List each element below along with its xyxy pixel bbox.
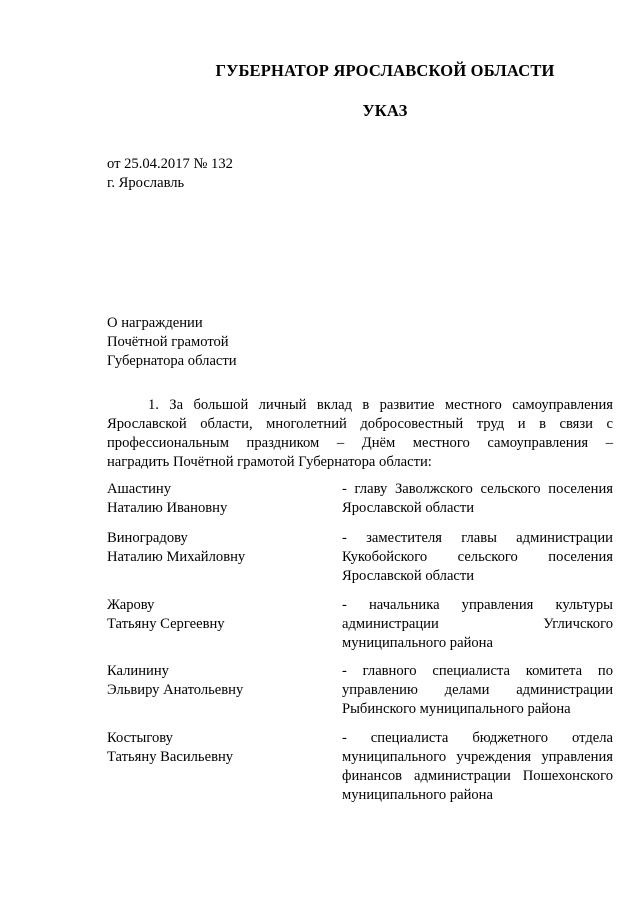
position-line: Ярославской области: [342, 568, 475, 584]
clause-line: Ярославской области, многолетний добросовестный труд и в связи с: [107, 416, 613, 432]
awardee-name: [107, 596, 327, 634]
position-line: администрации Угличского: [342, 616, 613, 632]
awardee-position: [342, 480, 613, 518]
decree-date-number: от 25.04.2017 № 132: [107, 156, 233, 172]
position-line: - главного специалиста комитета по: [342, 663, 613, 679]
awardee-surname: Ашастину: [107, 481, 172, 497]
position-line: - заместителя главы администрации: [342, 530, 613, 546]
awardee-surname: Виноградову: [107, 530, 188, 546]
subject-line: О награждении: [107, 315, 203, 331]
awardee-position: [342, 596, 613, 653]
decree-place: г. Ярославль: [107, 175, 185, 191]
position-line: управлению делами администрации: [342, 682, 613, 698]
awardee-given-names: Наталию Ивановну: [107, 500, 228, 516]
awardee-given-names: Эльвиру Анатольевну: [107, 682, 244, 698]
awardee-position: [342, 529, 613, 586]
awardee-surname: Калинину: [107, 663, 169, 679]
awardee-name: [107, 729, 327, 767]
authority-title: ГУБЕРНАТОР ЯРОСЛАВСКОЙ ОБЛАСТИ: [215, 61, 555, 80]
awardee-given-names: Наталию Михайловну: [107, 549, 246, 565]
awardee-name: [107, 662, 327, 700]
position-line: Кукобойского сельского поселения: [342, 549, 613, 565]
awardee-given-names: Татьяну Сергеевну: [107, 616, 225, 632]
clause-line: наградить Почётной грамотой Губернатора области:: [107, 454, 432, 470]
subject-line: Почётной грамотой: [107, 334, 229, 350]
position-line: - начальника управления культуры: [342, 597, 613, 613]
clause-line: профессиональным праздником – Днём местного самоуправления –: [107, 435, 613, 451]
position-line: муниципального района: [342, 787, 493, 803]
awardee-name: [107, 480, 327, 518]
position-line: - специалиста бюджетного отдела: [342, 730, 613, 746]
awardee-position: [342, 729, 613, 805]
document-type: УКАЗ: [362, 101, 408, 120]
position-line: муниципального района: [342, 635, 493, 651]
awardee-surname: Жарову: [107, 597, 155, 613]
awardee-position: [342, 662, 613, 719]
position-line: Рыбинского муниципального района: [342, 701, 571, 717]
position-line: Ярославской области: [342, 500, 475, 516]
decree-clause-1: [107, 396, 613, 472]
position-line: - главу Заволжского сельского поселения: [342, 481, 613, 497]
awardee-given-names: Татьяну Васильевну: [107, 749, 234, 765]
awardee-name: [107, 529, 327, 567]
clause-line: 1. За большой личный вклад в развитие местного самоуправления: [148, 397, 613, 413]
position-line: финансов администрации Пошехонского: [342, 768, 613, 784]
subject-line: Губернатора области: [107, 353, 237, 369]
awardee-surname: Костыгову: [107, 730, 173, 746]
position-line: муниципального учреждения управления: [342, 749, 613, 765]
